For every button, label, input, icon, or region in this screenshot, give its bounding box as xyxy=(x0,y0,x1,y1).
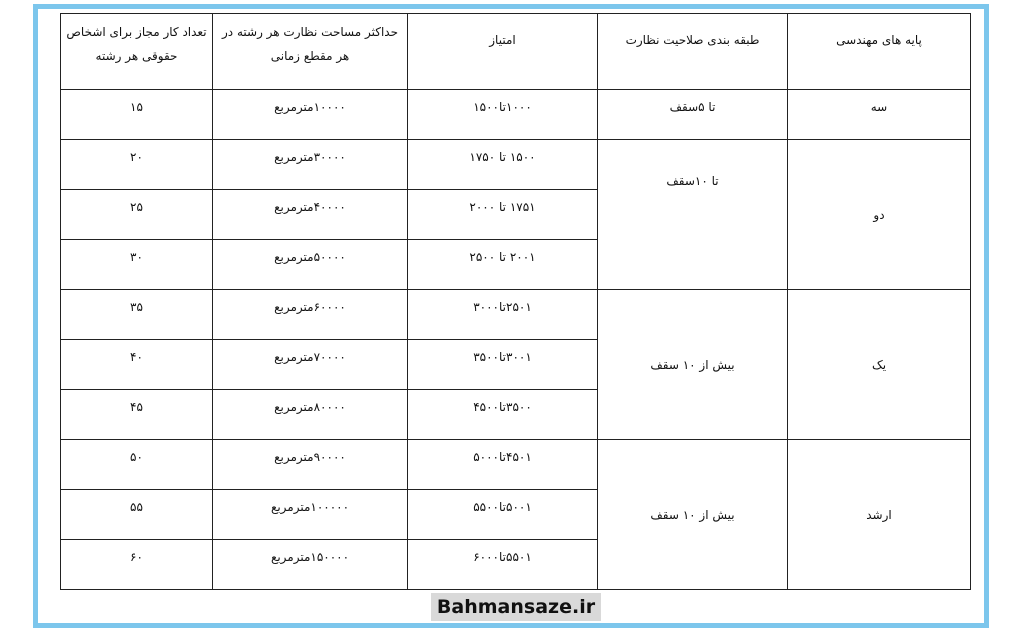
score-cell: ۲۰۰۱ تا ۲۵۰۰ xyxy=(408,240,598,290)
area-cell: ۹۰۰۰۰مترمربع xyxy=(213,440,408,490)
header-area: حداکثر مساحت نظارت هر رشته در هر مقطع زمانی xyxy=(213,14,408,90)
count-cell: ۳۵ xyxy=(61,290,213,340)
score-cell: ۵۰۰۱تا۵۵۰۰ xyxy=(408,490,598,540)
header-count: تعداد کار مجاز برای اشخاص حقوقی هر رشته xyxy=(61,14,213,90)
table-row xyxy=(61,90,971,140)
area-cell: ۶۰۰۰۰مترمربع xyxy=(213,290,408,340)
site-watermark: Bahmansaze.ir xyxy=(431,593,601,621)
count-cell: ۲۵ xyxy=(61,190,213,240)
category-cell: بیش از ۱۰ سقف xyxy=(598,290,788,440)
category-cell: تا ۱۰سقف xyxy=(598,140,788,290)
count-cell: ۵۰ xyxy=(61,440,213,490)
count-cell: ۴۰ xyxy=(61,340,213,390)
score-cell: ۵۵۰۱تا۶۰۰۰ xyxy=(408,540,598,590)
score-cell: ۳۵۰۰تا۴۵۰۰ xyxy=(408,390,598,440)
header-row xyxy=(61,14,971,90)
header-score: امتیاز xyxy=(408,14,598,90)
count-cell: ۱۵ xyxy=(61,90,213,140)
base-cell: سه xyxy=(788,90,971,140)
count-cell: ۶۰ xyxy=(61,540,213,590)
score-cell: ۱۷۵۱ تا ۲۰۰۰ xyxy=(408,190,598,240)
score-cell: ۱۰۰۰تا۱۵۰۰ xyxy=(408,90,598,140)
count-cell: ۴۵ xyxy=(61,390,213,440)
area-cell: ۴۰۰۰۰مترمربع xyxy=(213,190,408,240)
base-cell: دو xyxy=(788,140,971,290)
area-cell: ۷۰۰۰۰مترمربع xyxy=(213,340,408,390)
count-cell: ۵۵ xyxy=(61,490,213,540)
table-row xyxy=(61,440,971,490)
category-cell: بیش از ۱۰ سقف xyxy=(598,440,788,590)
header-category: طبقه بندی صلاحیت نظارت xyxy=(598,14,788,90)
table-row xyxy=(61,140,971,190)
header-base: پایه های مهندسی xyxy=(788,14,971,90)
area-cell: ۵۰۰۰۰مترمربع xyxy=(213,240,408,290)
area-cell: ۸۰۰۰۰مترمربع xyxy=(213,390,408,440)
supervision-table xyxy=(60,13,971,590)
score-cell: ۱۵۰۰ تا ۱۷۵۰ xyxy=(408,140,598,190)
area-cell: ۱۰۰۰۰مترمربع xyxy=(213,90,408,140)
score-cell: ۳۰۰۱تا۳۵۰۰ xyxy=(408,340,598,390)
base-cell: ارشد xyxy=(788,440,971,590)
score-cell: ۴۵۰۱تا۵۰۰۰ xyxy=(408,440,598,490)
area-cell: ۱۵۰۰۰۰مترمربع xyxy=(213,540,408,590)
base-cell: یک xyxy=(788,290,971,440)
table-row xyxy=(61,290,971,340)
category-cell: تا ۵سقف xyxy=(598,90,788,140)
score-cell: ۲۵۰۱تا۳۰۰۰ xyxy=(408,290,598,340)
area-cell: ۱۰۰۰۰۰مترمربع xyxy=(213,490,408,540)
count-cell: ۳۰ xyxy=(61,240,213,290)
count-cell: ۲۰ xyxy=(61,140,213,190)
area-cell: ۳۰۰۰۰مترمربع xyxy=(213,140,408,190)
